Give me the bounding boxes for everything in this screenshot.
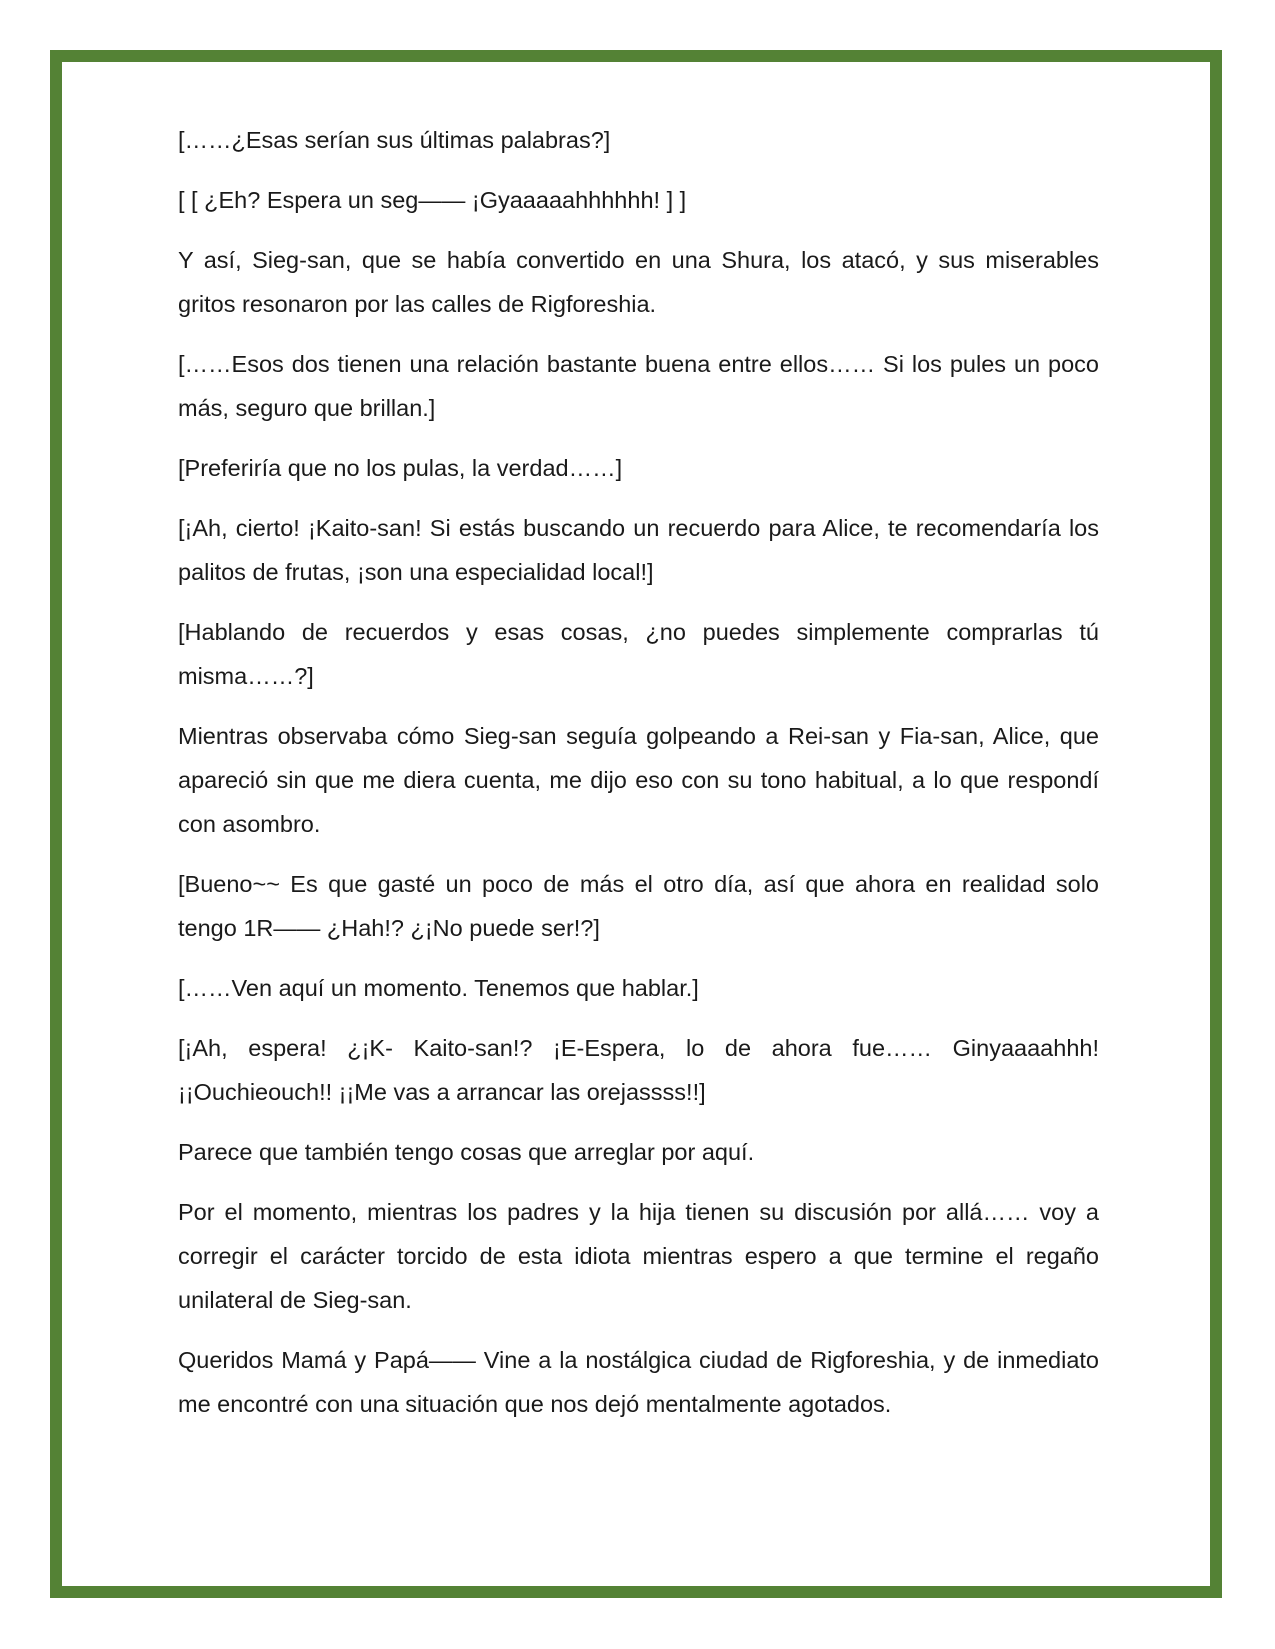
paragraph: [……Ven aquí un momento. Tenemos que hablar.]: [178, 975, 699, 1001]
paragraph: [¡Ah, espera! ¿¡K- Kaito-san!? ¡E-Espera, lo de ahora fue…… Ginyaaaahhh! ¡¡Ouchieouch!! ¡¡Me vas a arrancar las orejassss!!]: [178, 1035, 1099, 1105]
paragraph: Parece que también tengo cosas que arreglar por aquí.: [178, 1139, 755, 1165]
paragraph: [……¿Esas serían sus últimas palabras?]: [178, 127, 611, 153]
paragraph: [Bueno~~ Es que gasté un poco de más el otro día, así que ahora en realidad solo tengo 1R—— ¿Hah!? ¿¡No puede ser!?]: [178, 871, 1099, 941]
paragraph: Queridos Mamá y Papá—— Vine a la nostálgica ciudad de Rigforeshia, y de inmediato me encontré con una situación que nos dejó mentalmente agotados.: [178, 1347, 1099, 1417]
paragraph: Por el momento, mientras los padres y la hija tienen su discusión por allá…… voy a corregir el carácter torcido de esta idiota mientras espero a que termine el regaño unilateral de Sieg-san.: [178, 1199, 1099, 1313]
paragraph: [……Esos dos tienen una relación bastante buena entre ellos…… Si los pules un poco más, seguro que brillan.]: [178, 351, 1099, 421]
paragraph: [¡Ah, cierto! ¡Kaito-san! Si estás buscando un recuerdo para Alice, te recomendaría los palitos de frutas, ¡son una especialidad local!]: [178, 515, 1099, 585]
paragraph: [Hablando de recuerdos y esas cosas, ¿no puedes simplemente comprarlas tú misma……?]: [178, 619, 1099, 689]
document-body: [178, 118, 1099, 1442]
paragraph: [ [ ¿Eh? Espera un seg—— ¡Gyaaaaahhhhhh! ] ]: [178, 187, 687, 213]
paragraph: [Preferiría que no los pulas, la verdad……]: [178, 455, 623, 481]
paragraph: Mientras observaba cómo Sieg-san seguía golpeando a Rei-san y Fia-san, Alice, que apareció sin que me diera cuenta, me dijo eso con su tono habitual, a lo que respondí con asombro.: [178, 723, 1099, 837]
paragraph: Y así, Sieg-san, que se había convertido en una Shura, los atacó, y sus miserables gritos resonaron por las calles de Rigforeshia.: [178, 247, 1099, 317]
